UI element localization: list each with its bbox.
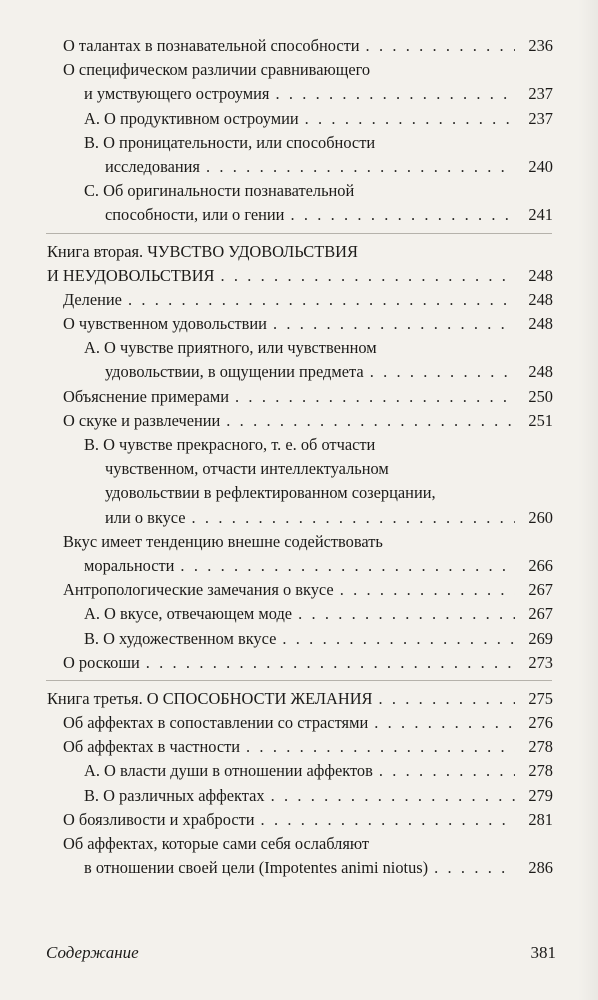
toc-page-number: 237	[528, 84, 553, 104]
dot-leader	[340, 578, 515, 602]
toc-line	[0, 711, 553, 735]
dot-leader	[220, 264, 515, 288]
toc-line	[0, 179, 553, 203]
toc-entry	[0, 808, 598, 832]
dot-leader	[246, 735, 515, 759]
toc-page-number: 281	[528, 809, 553, 829]
toc-line	[0, 651, 553, 675]
toc-entry-title: О талантах в познавательной способности	[63, 36, 360, 55]
toc-entry-title: чувственном, отчасти интеллектуальном	[105, 459, 389, 479]
toc-page-number: 275	[528, 688, 553, 708]
toc-entry	[0, 433, 598, 530]
toc-entry	[0, 602, 598, 626]
toc-page-number: 240	[528, 156, 553, 176]
toc-entry-title: О скуке и развлечении	[63, 410, 221, 430]
toc-entry-title: В. О чувстве прекрасного, т. е. об отчасти	[84, 435, 376, 454]
toc-entry	[0, 240, 598, 288]
toc-entry-title: В. О проницательности, или способности	[84, 132, 376, 152]
toc-line	[0, 856, 553, 880]
toc-page-number: 236	[528, 36, 553, 55]
toc-page-number: 278	[528, 761, 553, 781]
toc-entry-title: Книга третья. О СПОСОБНОСТИ ЖЕЛАНИЯ	[47, 688, 373, 708]
dot-leader	[282, 627, 515, 651]
toc-line	[0, 107, 553, 131]
dot-leader	[434, 856, 515, 880]
toc-entry-title: И НЕУДОВОЛЬСТВИЯ	[47, 265, 215, 285]
toc-entry	[0, 735, 598, 759]
toc-entry	[0, 627, 598, 651]
toc-entry-title: О роскоши	[63, 652, 140, 672]
toc-line	[0, 312, 553, 336]
toc-line	[0, 627, 553, 651]
toc-line	[0, 360, 553, 384]
toc-line	[0, 687, 553, 711]
toc-line	[0, 808, 553, 832]
toc-entry	[0, 288, 598, 312]
toc-entry-title: исследования	[105, 156, 200, 176]
toc-line	[0, 530, 553, 554]
dot-leader	[298, 602, 515, 626]
toc-entry	[0, 530, 598, 578]
toc-page-number: 286	[528, 858, 553, 878]
toc-line	[0, 735, 553, 759]
toc-page-number: 248	[528, 314, 553, 334]
toc-line	[0, 481, 553, 505]
toc-page-number: 273	[528, 652, 553, 672]
section-divider	[46, 680, 552, 681]
toc-page-number: 248	[528, 289, 553, 309]
dot-leader	[235, 385, 515, 409]
toc-page-number: 248	[528, 362, 553, 382]
toc-page-number: 279	[528, 785, 553, 805]
toc-entry-title: способности, или о гении	[105, 205, 285, 225]
toc-entry	[0, 578, 598, 602]
dot-leader	[379, 759, 515, 783]
toc-page-number: 250	[528, 386, 553, 406]
dot-leader	[366, 34, 515, 58]
toc-entry-title: О боязливости и храбрости	[63, 809, 255, 829]
page-edge-shade	[578, 0, 598, 1000]
toc-entry-title: А. О вкусе, отвечающем моде	[84, 604, 293, 624]
toc-entry-title: А. О власти души в отношении аффектов	[84, 761, 373, 781]
toc-page-number: 269	[528, 628, 553, 648]
toc-entry	[0, 34, 598, 58]
toc-line	[0, 336, 553, 360]
toc-entry	[0, 131, 598, 179]
toc-page-number: 237	[528, 108, 553, 128]
dot-leader	[379, 687, 516, 711]
toc-entry-title: удовольствии в рефлектированном созерцании,	[105, 483, 436, 503]
toc-entry	[0, 784, 598, 808]
toc-page-number: 251	[528, 410, 553, 430]
toc-entry-title: Книга вторая. ЧУВСТВО УДОВОЛЬСТВИЯ	[47, 241, 358, 261]
dot-leader	[192, 506, 515, 530]
toc-line	[0, 602, 553, 626]
toc-page-number: 267	[528, 580, 553, 600]
toc-entry-title: О чувственном удовольствии	[63, 314, 267, 334]
toc-line	[0, 457, 553, 481]
running-title: Содержание	[46, 943, 139, 962]
toc-line	[0, 409, 553, 433]
dot-leader	[374, 711, 515, 735]
toc-line	[0, 240, 553, 264]
dot-leader	[206, 155, 515, 179]
dot-leader	[370, 360, 515, 384]
toc-entry-title: В. О художественном вкусе	[84, 628, 277, 648]
toc-line	[0, 554, 553, 578]
dot-leader	[146, 651, 515, 675]
dot-leader	[273, 312, 515, 336]
toc-line	[0, 578, 553, 602]
toc-line	[0, 832, 553, 856]
toc-line	[0, 155, 553, 179]
toc-entry-title: Деление	[63, 289, 122, 309]
toc-page-number: 248	[528, 265, 553, 285]
dot-leader	[128, 288, 515, 312]
toc-entry-title: Об аффектах в частности	[63, 737, 241, 757]
section-divider	[46, 233, 552, 234]
toc-entry-title: Объяснение примерами	[63, 386, 230, 406]
dot-leader	[305, 107, 515, 131]
toc-entry-title: Антропологические замечания о вкусе	[63, 580, 334, 600]
toc-entry	[0, 58, 598, 106]
toc-entry	[0, 336, 598, 384]
toc-entry-title: в отношении своей цели (Impotentes animi niotus)	[84, 858, 429, 878]
table-of-contents	[0, 34, 598, 880]
dot-leader	[290, 203, 515, 227]
toc-entry	[0, 179, 598, 227]
toc-page-number: 260	[528, 507, 553, 527]
toc-page-number: 241	[528, 205, 553, 225]
toc-line	[0, 288, 553, 312]
toc-entry	[0, 759, 598, 783]
toc-page-number: 267	[528, 604, 553, 624]
toc-entry	[0, 312, 598, 336]
toc-entry	[0, 107, 598, 131]
toc-entry-title: А. О чувстве приятного, или чувственном	[84, 338, 377, 358]
toc-line	[0, 82, 553, 106]
toc-entry-title: Вкус имеет тенденцию внешне содействовать	[63, 531, 383, 551]
toc-entry	[0, 409, 598, 433]
toc-line	[0, 131, 553, 155]
toc-line	[0, 433, 553, 457]
toc-entry-title: С. Об оригинальности познавательной	[84, 181, 355, 201]
toc-entry-title: удовольствии, в ощущении предмета	[105, 362, 364, 382]
toc-line	[0, 784, 553, 808]
toc-line	[0, 385, 553, 409]
toc-entry-title: моральности	[84, 555, 175, 575]
toc-entry	[0, 711, 598, 735]
toc-line	[0, 759, 553, 783]
toc-line	[0, 506, 553, 530]
toc-entry	[0, 832, 598, 880]
dot-leader	[271, 784, 515, 808]
toc-line	[0, 34, 553, 58]
toc-entry-title: А. О продуктивном остроумии	[84, 108, 299, 128]
toc-entry-title: О специфическом различии сравнивающего	[63, 60, 371, 80]
toc-entry-title: В. О различных аффектах	[84, 785, 265, 805]
toc-page-number: 276	[528, 713, 553, 733]
toc-line	[0, 58, 553, 82]
toc-line	[0, 264, 553, 288]
toc-entry	[0, 385, 598, 409]
toc-entry	[0, 687, 598, 711]
toc-page-number: 278	[528, 737, 553, 757]
toc-line	[0, 203, 553, 227]
page-number: 381	[530, 943, 556, 962]
toc-entry-title: Об аффектах, которые сами себя ослабляют	[63, 834, 370, 853]
dot-leader	[180, 554, 515, 578]
toc-entry-title: и умствующего остроумия	[84, 84, 270, 104]
toc-entry-title: или о вкусе	[105, 507, 186, 527]
toc-page-number: 266	[528, 555, 553, 575]
dot-leader	[261, 808, 515, 832]
dot-leader	[275, 82, 515, 106]
dot-leader	[226, 409, 515, 433]
page-footer	[46, 942, 556, 964]
toc-entry	[0, 651, 598, 675]
toc-entry-title: Об аффектах в сопоставлении со страстями	[63, 713, 369, 733]
